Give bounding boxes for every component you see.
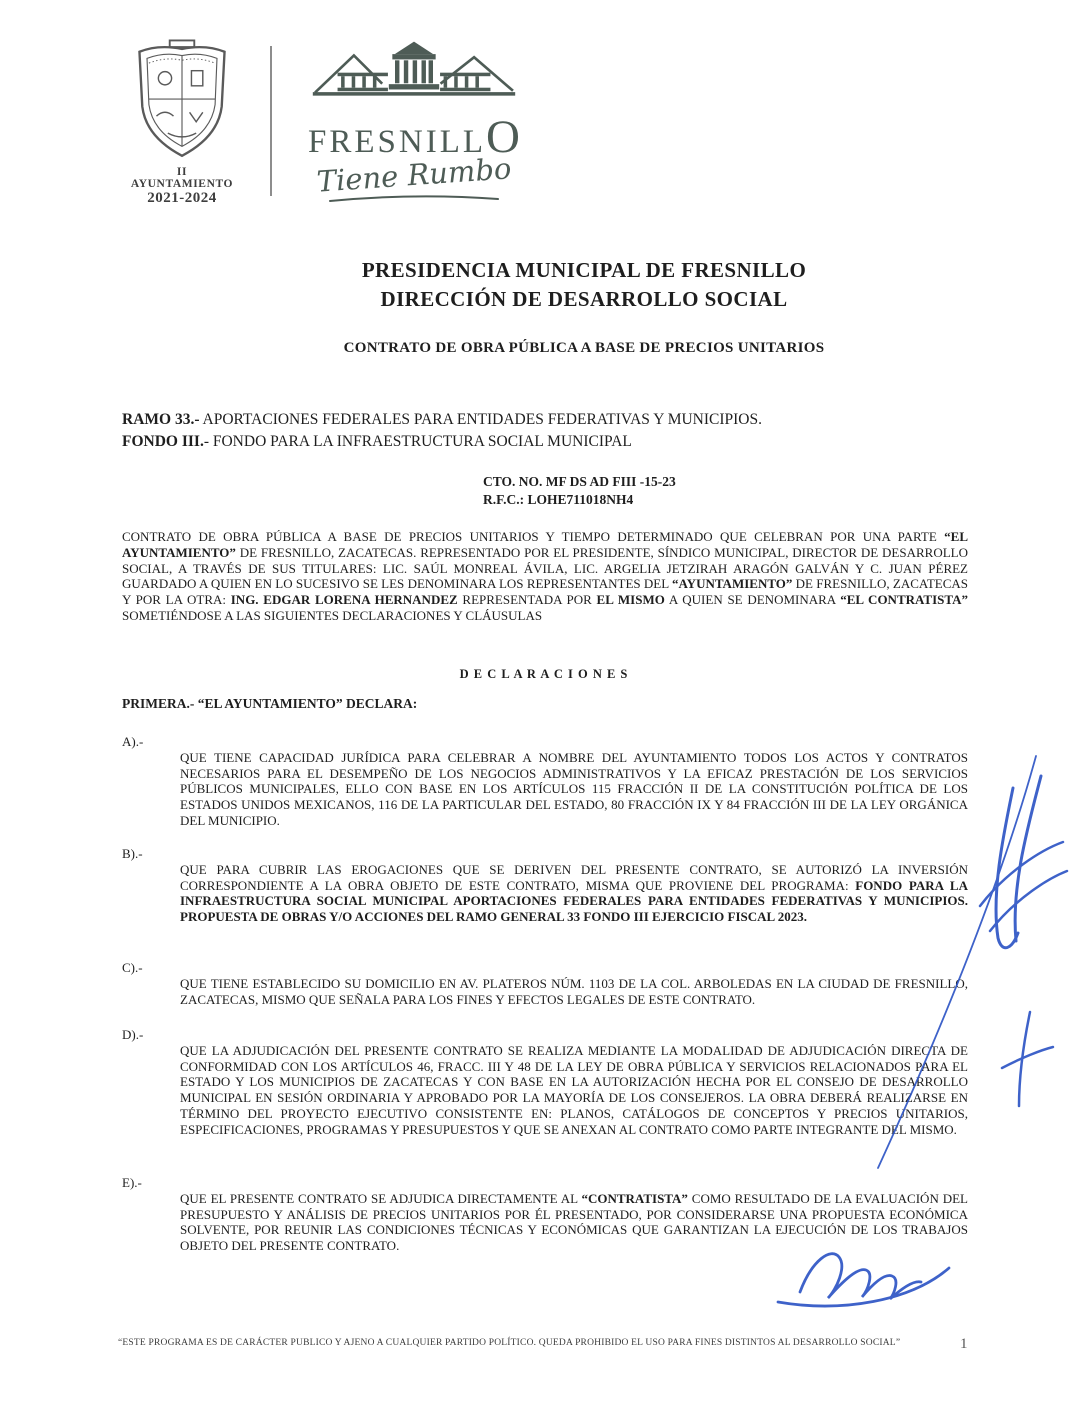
signature-bottom-flourish [778, 1268, 949, 1306]
contract-identifiers [483, 473, 676, 509]
declaration-label-c: C).- [122, 960, 143, 975]
brand-tagline: Tiene Rumbo [315, 151, 513, 199]
page-number: 1 [960, 1336, 968, 1352]
declaration-label-e: E).- [122, 1175, 142, 1190]
footer-disclaimer: “ESTE PROGRAMA ES DE CARÁCTER PUBLICO Y AJENO A CUALQUIER PARTIDO POLÍTICO. QUEDA PROHIBIDO EL USO PARA FINES DISTINTOS AL DESARROLLO SOCIAL” [118, 1338, 901, 1348]
contract-rfc: R.F.C.: LOHE711018NH4 [483, 492, 634, 507]
document-subtitle: CONTRATO DE OBRA PÚBLICA A BASE DE PRECIOS UNITARIOS [343, 340, 825, 356]
coat-of-arms-icon [130, 38, 234, 162]
intro-paragraph: CONTRATO DE OBRA PÚBLICA A BASE DE PRECIOS UNITARIOS Y TIEMPO DETERMINADO QUE CELEBRAN POR UNA PARTE “EL AYUNTAMIENTO” DE FRESNILLO, ZACATECAS. REPRESENTADO POR EL PRESIDENTE, SÍNDICO MUNICIPAL, DIRECTOR DE DESARROLLO SOCIAL, A TRAVÉS DE SUS TITULARES: LIC. SAÚL MONREAL ÁVILA, LIC. ARGELIA JETZIRAH ARAGÓN GALVÁN Y C. JUAN PÉREZ GUARDADO A QUIEN EN LO SUCESIVO SE LES DENOMINARA LOS REPRESENTANTES DEL “AYUNTAMIENTO” DE FRESNILLO, ZACATECAS Y POR LA OTRA: ING. EDGAR LORENA HERNANDEZ REPRESENTADA POR EL MISMO A QUIEN SE DENOMINARA “EL CONTRATISTA” SOMETIÉNDOSE A LAS SIGUIENTES DECLARACIONES Y CLÁUSULAS [122, 529, 968, 623]
brand-accent-letter: O [486, 111, 520, 163]
title-line-2: DIRECCIÓN DE DESARROLLO SOCIAL [380, 287, 788, 311]
pen-mark-cross [1002, 1047, 1053, 1068]
declaration-item-a [122, 734, 968, 829]
brand-logo [286, 36, 542, 210]
ramo-line: RAMO 33.- APORTACIONES FEDERALES PARA ENTIDADES FEDERATIVAS Y MUNICIPIOS. [122, 411, 762, 428]
declaration-primera: PRIMERA.- “EL AYUNTAMIENTO” DECLARA: [122, 696, 418, 711]
declaration-item-e [122, 1175, 968, 1254]
seal-years: 2021-2024 [147, 190, 217, 206]
signature-bottom-strokes [800, 1254, 921, 1299]
header-divider [270, 46, 272, 196]
declaration-item-b [122, 846, 968, 925]
declaration-text-d: QUE LA ADJUDICACIÓN DEL PRESENTE CONTRATO SE REALIZA MEDIANTE LA MODALIDAD DE ADJUDICACIÓN DIRECTA DE CONFORMIDAD CON LOS ARTÍCULOS 46, FRACC. III Y 48 DE LA LEY DE OBRA PÚBLICA Y SERVICIOS RELACIONADOS PARA EL ESTADO Y LOS MUNICIPIOS DE ZACATECAS Y CON BASE EN LA AUTORIZACIÓN HECHA POR EL CONSEJO DE DESARROLLO MUNICIPAL EN SESIÓN ORDINARIA Y APROBADO POR LA MAYORÍA DE LOS CONSEJEROS. LA OBRA DEBERÁ REALIZARSE EN TÉRMINO DEL PROYECTO EJECUTIVO CONSISTENTE EN: PLANOS, CATÁLOGOS DE CONCEPTOS Y PRECIOS UNITARIOS, ESPECIFICACIONES, PROGRAMAS Y PRESUPUESTOS Y QUE SE ANEXAN AL CONTRATO COMO PARTE INTEGRANTE DEL MISMO. [180, 1042, 968, 1137]
signature-initials-stroke-4 [990, 871, 1067, 931]
signature-initials-stroke-1 [996, 788, 1018, 948]
contract-number: CTO. NO. MF DS AD FIII -15-23 [483, 474, 676, 489]
declaration-item-d [122, 1027, 968, 1138]
signature-initials-stroke-2 [1015, 776, 1041, 941]
declarations-heading: D E C L A R A C I O N E S [459, 667, 629, 681]
title-line-1: PRESIDENCIA MUNICIPAL DE FRESNILLO [361, 258, 807, 282]
brand-building-icon [294, 36, 534, 112]
declaration-text-e: QUE EL PRESENTE CONTRATO SE ADJUDICA DIRECTAMENTE AL “CONTRATISTA” COMO RESULTADO DE LA EVALUACIÓN DEL PRESUPUESTO Y ANÁLISIS DE PRECIOS UNITARIOS POR ÉL PRESENTADO, POR CONSIDERARSE UNA PROPUESTA ECONÓMICA SOLVENTE, POR REUNIR LAS CONDICIONES TÉCNICAS Y ECONÓMICAS QUE GARANTIZAN LA EJECUCIÓN DE LOS TRABAJOS OBJETO DEL PRESENTE CONTRATO. [180, 1190, 968, 1254]
declaration-text-a: QUE TIENE CAPACIDAD JURÍDICA PARA CELEBRAR A NOMBRE DEL AYUNTAMIENTO TODOS LOS ACTOS Y CONTRATOS NECESARIOS PARA EL DESEMPEÑO DE LOS NEGOCIOS ADMINISTRATIVOS Y LA EFICAZ PRESTACIÓN DE LOS SERVICIOS PÚBLICOS MUNICIPALES, ELLO CON BASE EN LOS ARTÍCULOS 115 FRACCIÓN II DE LA CONSTITUCIÓN POLÍTICA DE LOS ESTADOS UNIDOS MEXICANOS, 116 DE LA PARTICULAR DEL ESTADO, 80 FRACCIÓN IX Y 84 FRACCIÓN III DE LA LEY ORGÁNICA DEL MUNICIPIO. [180, 749, 968, 828]
seal-caption: II AYUNTAMIENTO [130, 166, 234, 190]
document-title [80, 256, 1088, 314]
program-block [122, 409, 972, 452]
declaration-text-b: QUE PARA CUBRIR LAS EROGACIONES QUE SE DERIVEN DEL PRESENTE CONTRATO, SE AUTORIZÓ LA INVERSIÓN CORRESPONDIENTE A LA OBRA OBJETO DE ESTE CONTRATO, MISMA QUE PROVIENE DEL PROGRAMA: FONDO PARA LA INFRAESTRUCTURA SOCIAL MUNICIPAL APORTACIONES FEDERALES PARA ENTIDADES FEDERATIVAS Y MUNICIPIOS. PROPUESTA DE OBRAS Y/O ACCIONES DEL RAMO GENERAL 33 FONDO III EJERCICIO FISCAL 2023. [180, 861, 968, 925]
pen-mark-vertical [1019, 1012, 1030, 1106]
signature-initials-stroke-3 [980, 842, 1063, 906]
fondo-line: FONDO III.- FONDO PARA LA INFRAESTRUCTURA SOCIAL MUNICIPAL [122, 432, 632, 450]
declaration-item-c [122, 960, 968, 1007]
declaration-label-b: B).- [122, 846, 143, 861]
municipal-seal [126, 38, 238, 207]
declaration-label-d: D).- [122, 1027, 144, 1042]
declaration-text-c: QUE TIENE ESTABLECIDO SU DOMICILIO EN AV. PLATEROS NÚM. 1103 DE LA COL. ARBOLEDAS EN LA CIUDAD DE FRESNILLO, ZACATECAS, MISMO QUE SEÑALA PARA LOS FINES Y EFECTOS LEGALES DE ESTE CONTRATO. [180, 975, 968, 1007]
declaration-label-a: A).- [122, 734, 144, 749]
brand-name: FRESNILLO [308, 111, 520, 163]
